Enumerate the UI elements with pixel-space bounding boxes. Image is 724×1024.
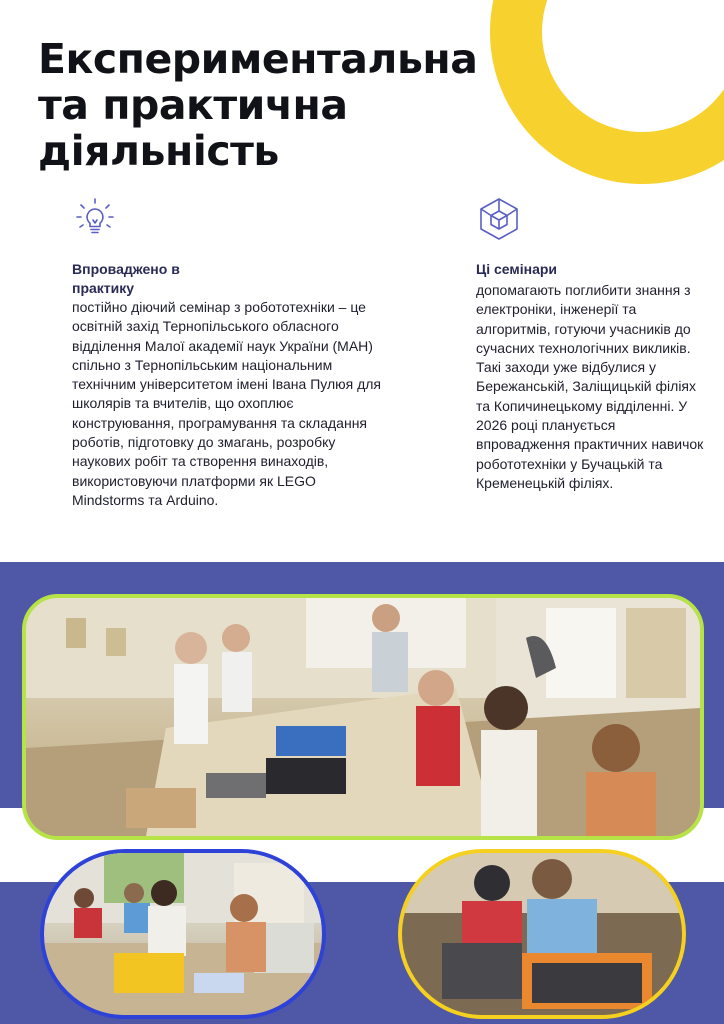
left-column — [72, 196, 392, 510]
left-paragraph: постійно діючий семінар з робототехніки – це освітній захід Тернопільського обласного відділення Малої академії наук України (МАН) спільно з Тернопільським національним технічним університетом імені Івана Пулюя для школярів та вчителів, що охоплює конструювання, програмування та складання роботів, підготовку до змагань, розробку наукових робіт та створення винаходів, використовуючи платформи як LEGO Mindstorms та Arduino. — [72, 299, 382, 508]
workshop-photo-left — [40, 849, 326, 1019]
photo-illustration — [44, 853, 322, 1015]
title-line-2: та практична — [38, 81, 348, 129]
workshop-photo-main — [22, 594, 704, 840]
photo-illustration — [402, 853, 682, 1015]
cube-icon — [476, 196, 522, 242]
page-title — [38, 36, 598, 174]
right-heading: Ці семінари — [476, 261, 558, 277]
photo-illustration — [26, 598, 700, 836]
title-line-1: Експериментальна — [38, 35, 478, 83]
left-heading: Впроваджено в практику — [72, 261, 180, 296]
right-paragraph: допомагають поглибити знання з електроніки, інженерії та алгоритмів, готуючи учасників до сучасних технологічних викликів. Такі заходи уже відбулися у Бережанській, Заліщицькій філіях та Копичинецькому відділенні. У 2026 році планується впровадження практичних навичок робототехніки у Бучацькій та Кременецькій філіях. — [476, 282, 704, 491]
right-column — [476, 196, 708, 493]
workshop-photo-right — [398, 849, 686, 1019]
lightbulb-icon — [72, 196, 118, 242]
title-line-3: діяльність — [38, 127, 279, 175]
